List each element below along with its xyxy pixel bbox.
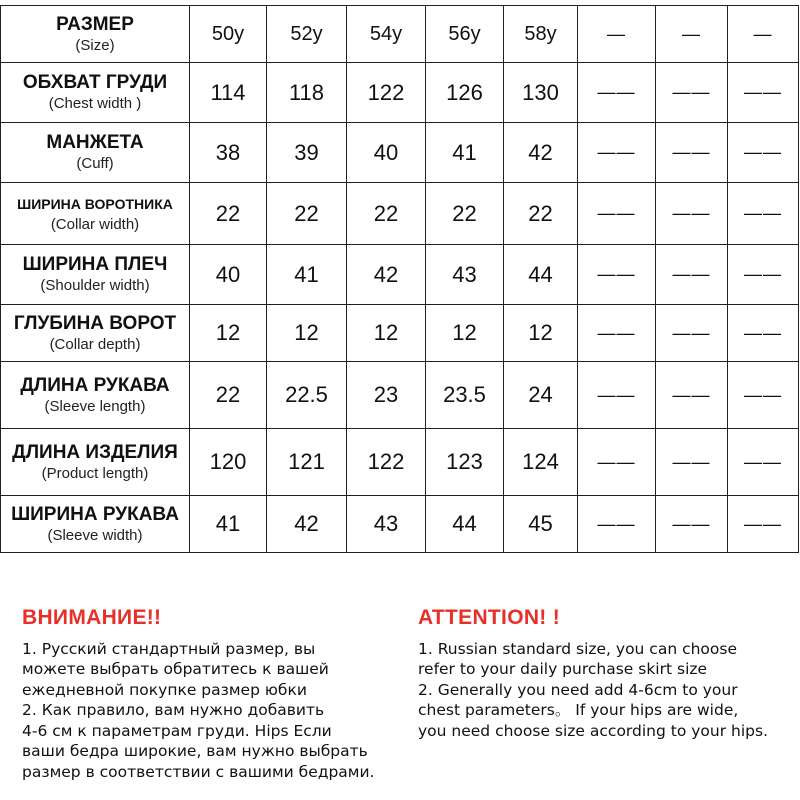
value-cell-empty: —— (728, 183, 799, 245)
size-cell-empty: — (728, 6, 799, 63)
value-cell: 23 (347, 362, 426, 429)
value-cell: 44 (504, 245, 578, 305)
table-row (1, 245, 799, 305)
value-cell-empty: —— (656, 305, 728, 362)
row-label-ru: ОБХВАТ ГРУДИ (22, 72, 168, 93)
value-cell-empty: —— (578, 183, 656, 245)
value-cell: 42 (267, 496, 347, 553)
row-label-en: (Product length) (41, 464, 149, 482)
notice-ru-line: размер в соответствии с вашими бедрами. (22, 762, 375, 781)
size-cell-empty: — (656, 6, 728, 63)
value-cell-empty: —— (578, 305, 656, 362)
value-cell: 22 (504, 183, 578, 245)
value-cell: 22 (190, 362, 267, 429)
value-cell-empty: —— (728, 245, 799, 305)
table-row (1, 63, 799, 123)
value-cell: 12 (190, 305, 267, 362)
notice-en-line: 1. Russian standard size, you can choose (418, 639, 738, 658)
header-row (1, 6, 799, 63)
table-row (1, 496, 799, 553)
row-label-ru: ДЛИНА ИЗДЕЛИЯ (12, 441, 178, 463)
row-label-cell (1, 305, 190, 362)
row-label-en: (Collar depth) (49, 335, 141, 353)
value-cell: 122 (347, 429, 426, 496)
notice-ru-line: 2. Как правило, вам нужно добавить (22, 701, 325, 719)
row-label-cell (1, 429, 190, 496)
size-label-ru: РАЗМЕР (56, 13, 134, 35)
size-table (0, 5, 799, 553)
value-cell: 45 (504, 496, 578, 553)
row-label-en: (Sleeve length) (44, 397, 146, 415)
value-cell: 123 (426, 429, 504, 496)
notice-ru-line: 1. Русский стандартный размер, вы (22, 639, 316, 658)
row-label-ru: ШИРИНА ВОРОТНИКА (17, 196, 173, 212)
notice-en-line: refer to your daily purchase skirt size (418, 660, 708, 678)
row-label-cell (1, 183, 190, 245)
notice-en-line: you need choose size according to your hips. (418, 721, 768, 740)
value-cell: 130 (504, 63, 578, 123)
notice-ru-line: 4-6 см к параметрам груди. Hips Если (22, 721, 332, 740)
row-label-en: (Shoulder width) (40, 277, 150, 294)
size-label-en: (Size) (75, 36, 115, 54)
value-cell-empty: —— (656, 63, 728, 123)
value-cell: 24 (504, 362, 578, 429)
row-label-cell (1, 6, 190, 63)
value-cell: 41 (426, 123, 504, 183)
value-cell: 22.5 (267, 362, 347, 429)
row-label-cell (1, 63, 190, 123)
value-cell-empty: —— (728, 429, 799, 496)
row-label-en: (Chest width ) (48, 95, 142, 112)
value-cell: 42 (504, 123, 578, 183)
size-cell-empty: — (578, 6, 656, 63)
value-cell-empty: —— (656, 183, 728, 245)
value-cell: 43 (347, 496, 426, 553)
value-cell: 114 (190, 63, 267, 123)
value-cell: 12 (267, 305, 347, 362)
row-label-cell (1, 362, 190, 429)
value-cell-empty: —— (656, 429, 728, 496)
value-cell-empty: —— (578, 362, 656, 429)
notice-en-title: ATTENTION! ! (418, 606, 561, 629)
value-cell-empty: —— (728, 305, 799, 362)
value-cell: 41 (267, 245, 347, 305)
value-cell: 40 (347, 123, 426, 183)
row-label-cell (1, 245, 190, 305)
row-label-ru: МАНЖЕТА (46, 132, 144, 153)
size-cell: 50y (190, 6, 267, 63)
value-cell-empty: —— (656, 123, 728, 183)
row-label-en: (Collar width) (50, 216, 140, 233)
value-cell-empty: —— (728, 63, 799, 123)
value-cell-empty: —— (728, 496, 799, 553)
table-row (1, 305, 799, 362)
notice-ru-title: ВНИМАНИЕ!! (22, 606, 162, 629)
row-label-cell (1, 123, 190, 183)
value-cell-empty: —— (656, 496, 728, 553)
notice-ru-line: можете выбрать обратитесь к вашей (22, 660, 329, 678)
value-cell: 12 (426, 305, 504, 362)
value-cell: 118 (267, 63, 347, 123)
value-cell-empty: —— (578, 245, 656, 305)
row-label-ru: ШИРИНА ПЛЕЧ (22, 254, 168, 275)
notice-ru-line: ежедневной покупке размер юбки (22, 680, 307, 699)
value-cell: 43 (426, 245, 504, 305)
value-cell-empty: —— (578, 63, 656, 123)
value-cell: 42 (347, 245, 426, 305)
value-cell: 22 (426, 183, 504, 245)
value-cell-empty: —— (656, 245, 728, 305)
notice-ru-line: ваши бедра широкие, вам нужно выбрать (22, 742, 368, 760)
notice-en-line: 2. Generally you need add 4-6cm to your (418, 680, 738, 699)
value-cell: 121 (267, 429, 347, 496)
row-label-ru: ГЛУБИНА ВОРОТ (13, 312, 177, 334)
value-cell-empty: —— (578, 123, 656, 183)
size-cell: 52y (267, 6, 347, 63)
size-cell: 54y (347, 6, 426, 63)
value-cell: 39 (267, 123, 347, 183)
value-cell: 22 (267, 183, 347, 245)
value-cell: 41 (190, 496, 267, 553)
value-cell: 38 (190, 123, 267, 183)
row-label-ru: ДЛИНА РУКАВА (20, 374, 170, 396)
table-row (1, 429, 799, 496)
row-label-en: (Sleeve width) (47, 526, 143, 544)
notice-en-line: chest parameters。 If your hips are wide, (418, 701, 739, 719)
notice-ru (22, 608, 412, 782)
table-row (1, 362, 799, 429)
value-cell: 12 (504, 305, 578, 362)
table-row (1, 123, 799, 183)
value-cell: 22 (190, 183, 267, 245)
table-row (1, 183, 799, 245)
size-cell: 58y (504, 6, 578, 63)
row-label-en: (Cuff) (76, 155, 114, 172)
notice-en (418, 608, 798, 741)
value-cell-empty: —— (578, 496, 656, 553)
row-label-cell (1, 496, 190, 553)
row-label-ru: ШИРИНА РУКАВА (11, 503, 179, 525)
value-cell: 22 (347, 183, 426, 245)
value-cell-empty: —— (728, 362, 799, 429)
value-cell: 126 (426, 63, 504, 123)
value-cell-empty: —— (728, 123, 799, 183)
value-cell: 44 (426, 496, 504, 553)
value-cell-empty: —— (656, 362, 728, 429)
value-cell-empty: —— (578, 429, 656, 496)
value-cell: 124 (504, 429, 578, 496)
value-cell: 23.5 (426, 362, 504, 429)
value-cell: 120 (190, 429, 267, 496)
value-cell: 12 (347, 305, 426, 362)
value-cell: 40 (190, 245, 267, 305)
value-cell: 122 (347, 63, 426, 123)
size-cell: 56y (426, 6, 504, 63)
